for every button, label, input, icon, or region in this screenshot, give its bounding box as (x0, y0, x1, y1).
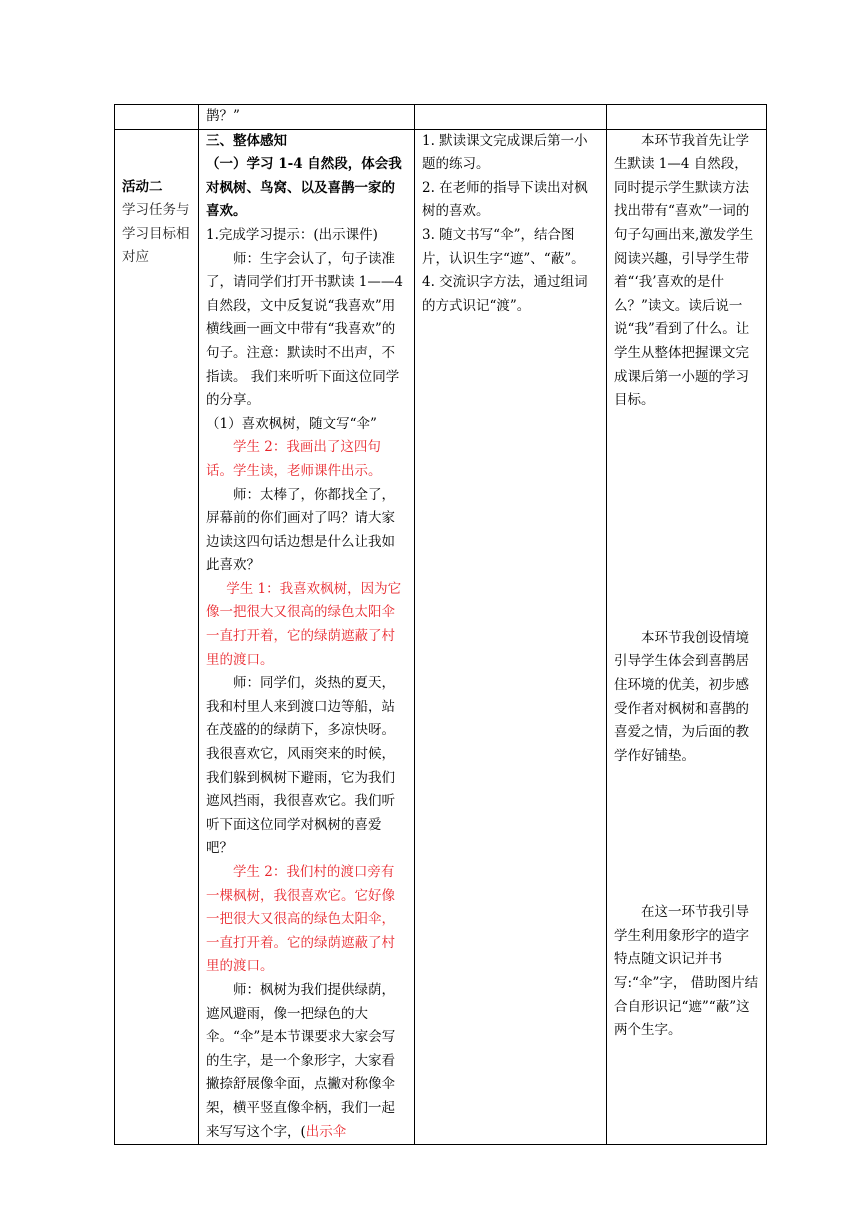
content-text-red: 出示伞 (305, 1123, 347, 1140)
student-item: 1. 默读课文完成课后第一小题的练习。 (422, 132, 588, 173)
activity-description: 学习任务与学习目标相对应 (122, 202, 190, 266)
student-item: 3. 随文书写“伞”，结合图片，认识生字“遮”、“蔽”。 (422, 226, 585, 267)
table-cell (607, 105, 767, 130)
student-response: 学生 1：我喜欢枫树，因为它像一把很大又很高的绿色太阳伞一直打开着，它的绿荫遮蔽了村里的渡口。 (206, 580, 402, 668)
section-subheading: （一）学习 1-4 自然段，体会我对枫树、鸟窝、以及喜鹊一家的喜欢。 (206, 156, 402, 220)
content-paragraph: （1）喜欢枫树，随文写“伞” (206, 415, 377, 432)
table-cell (199, 105, 415, 130)
section-heading: 三、整体感知 (206, 132, 287, 149)
student-response: 学生 2：我画出了这四句话。学生读，老师课件出示。 (206, 439, 382, 479)
content-paragraph (206, 979, 407, 1144)
student-item: 4. 交流识字方法，通过组词的方式识记“渡”。 (422, 274, 588, 314)
design-note: 本环节我创设情境引导学生体会到喜鹊居住环境的优美，初步感受作者对枫树和喜鹊的喜爱之情，为后面的教学作好铺垫。 (614, 629, 749, 764)
continued-text: 鹊？” (206, 108, 240, 124)
table-cell (115, 105, 199, 130)
activity-title: 活动二 (122, 178, 163, 195)
table-cell (415, 105, 607, 130)
content-cell (199, 129, 415, 1145)
design-note-cell (607, 129, 767, 1145)
table-row (115, 129, 767, 1145)
student-response: 学生 2：我们村的渡口旁有一棵枫树，我很喜欢它。它好像一把很大又很高的绿色太阳伞，一直打开着。它的绿荫遮蔽了村里的渡口。 (206, 864, 395, 975)
activity-cell (115, 129, 199, 1145)
content-paragraph: 师：同学们，炎热的夏天，我和村里人来到渡口边等船，站在茂盛的的绿荫下，多凉快呀。我很喜欢它，风雨突来的时候，我们躲到枫树下避雨，它为我们遮风挡雨，我很喜欢它。我们听听下面这位同学对枫树的喜爱吧？ (206, 675, 395, 857)
design-note: 本环节我首先让学生默读 1—4 自然段，同时提示学生默读方法找出带有“喜欢”一词的句子勾画出来,激发学生阅读兴趣，引导学生带着“‘我’喜欢的是什么？”读文。读后说一说“我”看到了什么。让学生从整体把握课文完成课后第一小题的学习目标。 (614, 132, 754, 409)
content-text: 师：枫树为我们提供绿荫，遮风避雨，像一把绿色的大伞。“伞”是本节课要求大家会写的生字，是一个象形字，大家看撇捺舒展像伞面，点撇对称像伞架，横平竖直像伞柄，我们一起来写写这个字，( (206, 981, 396, 1140)
content-paragraph: 师：太棒了，你都找全了，屏幕前的你们画对了吗？请大家边读这四句话边想是什么让我如此喜欢？ (206, 486, 395, 574)
design-note: 在这一环节我引导学生利用象形字的造字特点随文识记并书写:“伞”字， 借助图片结合自形识记“遮”“蔽”这两个生字。 (614, 904, 759, 1039)
table-row (115, 105, 767, 130)
lesson-plan-table (114, 104, 767, 1145)
content-paragraph: 师：生字会认了，句子读准了，请同学们打开书默读 1——4 自然段，文中反复说“我喜欢”用横线画一画文中带有“我喜欢”的句子。注意：默读时不出声，不指读。 我们来听听下面这位同学的分享。 (206, 250, 403, 409)
content-paragraph: 1.完成学习提示：(出示课件) (206, 226, 378, 243)
student-activity-cell (415, 129, 607, 1145)
student-item: 2. 在老师的指导下读出对枫树的喜欢。 (422, 179, 588, 220)
